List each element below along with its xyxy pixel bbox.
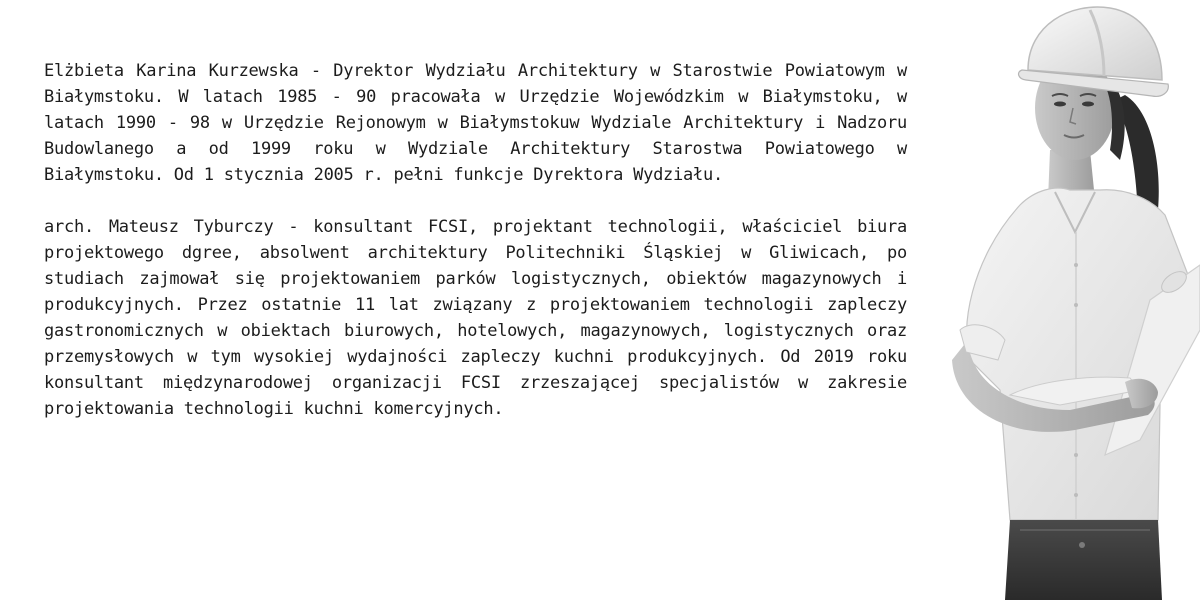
bio-paragraph-tyburczy: arch. Mateusz Tyburczy - konsultant FCSI, projektant technologii, właściciel biura projektowego dgree, absolwent architektury Politechniki Śląskiej w Gliwicach, po studiach zajmował się projektowaniem parków logistycznych, obiektów magazynowych i produkcyjnych. Przez ostatnie 11 lat związany z projektowaniem technologii zapleczy gastronomicznych w obiektach biurowych, hotelowych, magazynowych, logistycznych oraz przemysłowych w tym wysokiej wydajności zapleczy kuchni produkcyjnych. Od 2019 roku konsultant międzynarodowej organizacji FCSI zrzeszającej specjalistów w zakresie projektowania technologii kuchni komercyjnych. [44,217,907,419]
architect-photo [900,0,1200,600]
bio-text-column [44,58,907,448]
bio-paragraph-kurzewska: Elżbieta Karina Kurzewska - Dyrektor Wydziału Architektury w Starostwie Powiatowym w Białymstoku. W latach 1985 - 90 pracowała w Urzędzie Wojewódzkim w Białymstoku, w latach 1990 - 98 w Urzędzie Rejonowym w Białymstokuw Wydziale Architektury i Nadzoru Budowlanego a od 1999 roku w Wydziale Architektury Starostwa Powiatowego w Białymstoku. Od 1 stycznia 2005 r. pełni funkcje Dyrektora Wydziału. [44,61,907,185]
architect-photo-illustration [900,0,1200,600]
